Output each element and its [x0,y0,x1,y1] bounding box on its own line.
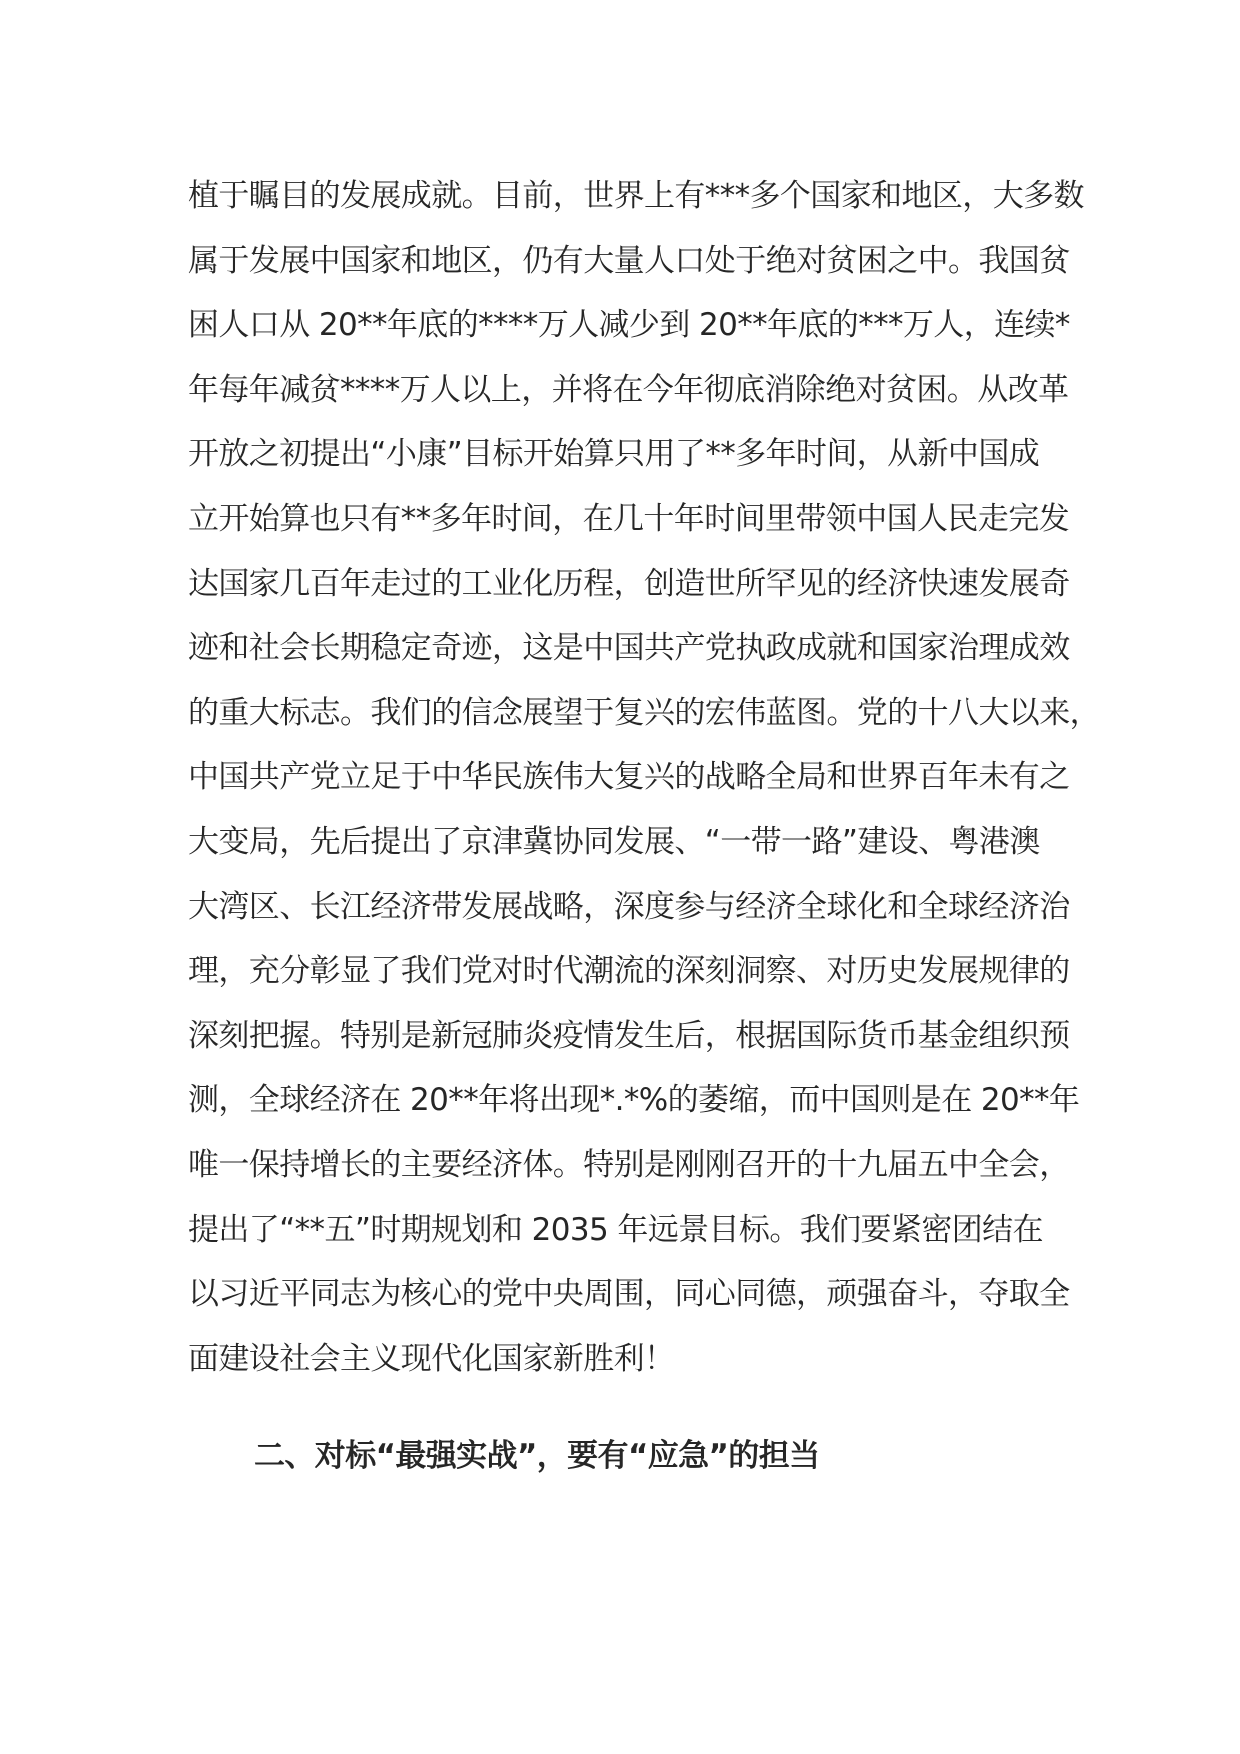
paragraph-line: 达国家几百年走过的工业化历程，创造世所罕见的经济快速发展奇 [188,565,1070,602]
paragraph-line: 属于发展中国家和地区，仍有大量人口处于绝对贫困之中。我国贫 [188,242,1070,279]
paragraph-line: 立开始算也只有**多年时间，在几十年时间里带领中国人民走完发 [188,500,1069,537]
body-paragraph [188,164,1100,1391]
paragraph-line: 年每年减贫****万人以上，并将在今年彻底消除绝对贫困。从改革 [188,371,1069,408]
paragraph-line: 植于瞩目的发展成就。目前，世界上有***多个国家和地区，大多数 [188,178,1084,214]
paragraph-line: 大变局，先后提出了京津冀协同发展、“一带一路”建设、粤港澳 [188,823,1040,860]
paragraph-line: 以习近平同志为核心的党中央周围，同心同德，顽强奋斗，夺取全 [188,1276,1070,1313]
paragraph-line: 提出了“**五”时期规划和 2035 年远景目标。我们要紧密团结在 [188,1211,1043,1248]
paragraph-line: 开放之初提出“小康”目标开始算只用了**多年时间，从新中国成 [188,436,1040,473]
paragraph-line: 大湾区、长江经济带发展战略，深度参与经济全球化和全球经济治 [188,888,1070,925]
paragraph-line: 迹和社会长期稳定奇迹，这是中国共产党执政成就和国家治理成效 [188,630,1070,667]
paragraph-line: 测，全球经济在 20**年将出现*.*%的萎缩，而中国则是在 20**年 [188,1082,1080,1119]
paragraph-line: 深刻把握。特别是新冠肺炎疫情发生后，根据国际货币基金组织预 [188,1017,1070,1054]
paragraph-line: 困人口从 20**年底的****万人减少到 20**年底的***万人，连续* [188,307,1070,344]
paragraph-line: 理，充分彰显了我们党对时代潮流的深刻洞察、对历史发展规律的 [188,953,1070,990]
paragraph-line: 唯一保持增长的主要经济体。特别是刚刚召开的十九届五中全会， [188,1146,1070,1183]
section-heading: 二、对标“最强实战”，要有“应急”的担当 [254,1438,820,1474]
paragraph-line: 的重大标志。我们的信念展望于复兴的宏伟蓝图。党的十八大以来， [188,694,1100,731]
paragraph-line: 面建设社会主义现代化国家新胜利！ [188,1340,675,1377]
paragraph-line: 中国共产党立足于中华民族伟大复兴的战略全局和世界百年未有之 [188,759,1070,796]
